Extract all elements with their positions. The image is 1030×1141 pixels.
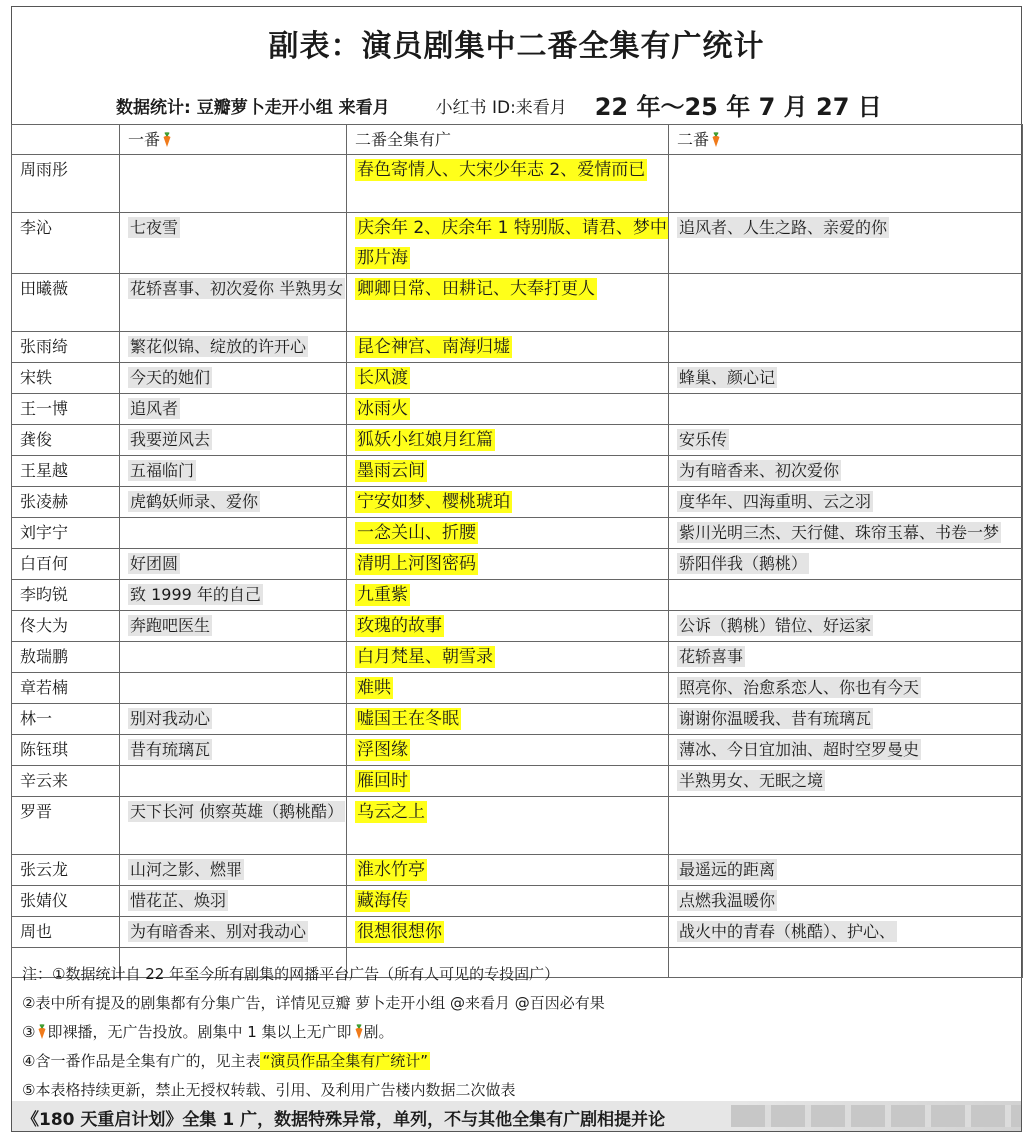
second-full-ad-cell-text: 淮水竹亭 (357, 860, 425, 880)
carrot-icon (37, 1024, 47, 1040)
table-row (12, 917, 1023, 948)
second-full-ad-cell-text: 春色寄情人、大宋少年志 2、爱情而已 (357, 160, 646, 180)
first-lead-cell-text: 山河之影、燃罪 (130, 860, 243, 879)
actor-name-cell (12, 549, 120, 580)
second-lead-cell (669, 855, 1023, 886)
actor-name-cell (12, 213, 120, 274)
table-row (12, 456, 1023, 487)
first-lead-cell (120, 642, 347, 673)
first-lead-cell-text: 别对我动心 (130, 709, 211, 728)
second-full-ad-cell (347, 642, 669, 673)
first-lead-cell-text: 致 1999 年的自己 (130, 585, 261, 604)
note-3: ③ 即裸播，无广告投放。剧集中 1 集以上无广即 剧。 (22, 1023, 394, 1041)
first-lead-cell-text: 追风者 (130, 399, 179, 418)
first-lead-cell (120, 394, 347, 425)
second-full-ad-cell-text: 一念关山、折腰 (357, 523, 476, 543)
actor-name-cell-text: 张云龙 (20, 860, 69, 879)
carrot-icon (354, 1024, 364, 1040)
second-full-ad-cell-text: 白月梵星、朝雪录 (357, 647, 493, 667)
table-row (12, 332, 1023, 363)
first-lead-cell-text: 花轿喜事、初次爱你 半熟男女 (130, 279, 344, 298)
second-lead-cell (669, 580, 1023, 611)
first-lead-cell (120, 425, 347, 456)
second-lead-cell-text: 花轿喜事 (679, 647, 744, 666)
actor-name-cell (12, 735, 120, 766)
table-row (12, 797, 1023, 855)
second-full-ad-cell-text: 卿卿日常、田耕记、大奉打更人 (357, 279, 595, 299)
table-row (12, 213, 1023, 274)
first-lead-cell (120, 797, 347, 855)
note-2: ②表中所有提及的剧集都有分集广告，详情见豆瓣 萝卜走开小组 @来看月 @百因必有果 (22, 994, 605, 1012)
second-lead-cell-text: 追风者、人生之路、亲爱的你 (679, 218, 888, 237)
second-lead-cell-text: 半熟男女、无眠之境 (679, 771, 824, 790)
second-lead-cell-text: 紫川光明三杰、天行健、珠帘玉幕、书卷一梦 (679, 523, 1000, 542)
table-header-row (12, 125, 1023, 155)
second-lead-cell-text: 安乐传 (679, 430, 728, 449)
table-row (12, 487, 1023, 518)
second-full-ad-cell (347, 704, 669, 735)
footer-bar (12, 1101, 1021, 1131)
second-full-ad-cell (347, 518, 669, 549)
second-lead-cell-text: 公诉（鹅桃）错位、好运家 (679, 616, 872, 635)
second-lead-cell (669, 735, 1023, 766)
actor-name-cell (12, 155, 120, 213)
actor-name-cell (12, 797, 120, 855)
second-lead-cell-text: 照亮你、治愈系恋人、你也有今天 (679, 678, 920, 697)
actor-name-cell-text: 敖瑞鹏 (20, 647, 69, 666)
table-row (12, 673, 1023, 704)
second-full-ad-cell-text: 昆仑神宫、南海归墟 (357, 337, 510, 357)
first-lead-cell-text: 五福临门 (130, 461, 195, 480)
second-full-ad-cell (347, 155, 669, 213)
carrot-icon (711, 132, 721, 148)
second-lead-cell (669, 642, 1023, 673)
data-source-text: 数据统计: 豆瓣萝卜走开小组 来看月 (116, 98, 390, 118)
first-lead-cell (120, 155, 347, 213)
first-lead-cell (120, 487, 347, 518)
second-lead-cell (669, 274, 1023, 332)
second-lead-cell (669, 766, 1023, 797)
table-row (12, 549, 1023, 580)
second-full-ad-cell-text: 玫瑰的故事 (357, 616, 442, 636)
second-lead-cell (669, 673, 1023, 704)
first-lead-cell (120, 580, 347, 611)
actor-name-cell (12, 611, 120, 642)
empty-cell (669, 948, 1023, 978)
table-row (12, 394, 1023, 425)
second-full-ad-cell-text: 九重紫 (357, 585, 408, 605)
second-full-ad-cell-text: 嘘国王在冬眠 (357, 709, 459, 729)
actor-name-cell (12, 363, 120, 394)
first-lead-cell (120, 332, 347, 363)
actor-name-cell (12, 518, 120, 549)
second-lead-cell (669, 213, 1023, 274)
second-full-ad-cell-text: 很想很想你 (357, 922, 442, 942)
first-lead-cell-text: 繁花似锦、绽放的许开心 (130, 337, 307, 356)
actor-name-cell (12, 855, 120, 886)
second-full-ad-cell (347, 611, 669, 642)
table-row (12, 425, 1023, 456)
first-lead-cell-text: 今天的她们 (130, 368, 211, 387)
second-full-ad-cell (347, 274, 669, 332)
second-lead-cell-text: 骄阳伴我（鹅桃） (679, 554, 808, 573)
actor-name-cell (12, 642, 120, 673)
actor-name-cell (12, 456, 120, 487)
second-full-ad-cell (347, 766, 669, 797)
second-full-ad-cell-text: 长风渡 (357, 368, 408, 388)
second-full-ad-cell-text: 难哄 (357, 678, 391, 698)
table-row (12, 886, 1023, 917)
first-lead-cell (120, 518, 347, 549)
second-full-ad-cell (347, 673, 669, 704)
first-lead-cell (120, 611, 347, 642)
second-full-ad-cell-text: 清明上河图密码 (357, 554, 476, 574)
footer-text: 《180 天重启计划》全集 1 广，数据特殊异常，单列，不与其他全集有广剧相提并论 (22, 1110, 666, 1130)
first-lead-cell (120, 855, 347, 886)
actor-name-cell-text: 王一博 (20, 399, 69, 418)
statistics-sheet (11, 6, 1022, 1132)
date-range-text: 22 年～25 年 7 月 27 日 (594, 93, 882, 121)
second-full-ad-cell (347, 797, 669, 855)
table-row (12, 611, 1023, 642)
first-lead-cell (120, 456, 347, 487)
subtitle-line (116, 85, 882, 120)
first-lead-cell-text: 天下长河 侦察英雄（鹅桃酷） (130, 802, 344, 821)
second-full-ad-cell (347, 487, 669, 518)
actor-name-cell (12, 487, 120, 518)
first-lead-cell-text: 七夜雪 (130, 218, 179, 237)
second-lead-cell (669, 394, 1023, 425)
actor-name-cell-text: 刘宇宁 (20, 523, 69, 542)
second-lead-cell (669, 886, 1023, 917)
actor-name-cell (12, 580, 120, 611)
table-row (12, 155, 1023, 213)
second-full-ad-cell-text: 墨雨云间 (357, 461, 425, 481)
note-1: 注：①数据统计自 22 年至今所有剧集的网播平台广告（所有人可见的专投固广） (22, 965, 560, 983)
actor-name-cell (12, 425, 120, 456)
second-lead-cell (669, 797, 1023, 855)
second-lead-cell (669, 487, 1023, 518)
actor-name-cell-text: 李沁 (20, 218, 53, 237)
actor-name-cell (12, 886, 120, 917)
second-full-ad-cell-text: 浮图缘 (357, 740, 408, 760)
first-lead-cell (120, 886, 347, 917)
second-lead-cell-text: 最遥远的距离 (679, 860, 776, 879)
second-full-ad-cell-text: 庆余年 2、庆余年 1 特别版、请君、梦中那片海 (357, 218, 667, 268)
table-row (12, 518, 1023, 549)
actor-name-cell (12, 673, 120, 704)
second-lead-cell (669, 425, 1023, 456)
actor-name-cell-text: 林一 (20, 709, 53, 728)
actor-name-cell (12, 766, 120, 797)
first-lead-cell-text: 惜花芷、焕羽 (130, 891, 227, 910)
header-cell-second: 二番 (669, 125, 1023, 155)
second-full-ad-cell (347, 363, 669, 394)
second-full-ad-cell (347, 917, 669, 948)
table-row (12, 855, 1023, 886)
actor-name-cell-text: 陈钰琪 (20, 740, 69, 759)
header-cell-name (12, 125, 120, 155)
second-full-ad-cell-text: 宁安如梦、樱桃琥珀 (357, 492, 510, 512)
first-lead-cell (120, 766, 347, 797)
table-row (12, 735, 1023, 766)
first-lead-cell (120, 363, 347, 394)
first-lead-cell (120, 704, 347, 735)
second-full-ad-cell-text: 冰雨火 (357, 399, 408, 419)
second-lead-cell (669, 518, 1023, 549)
first-lead-cell (120, 274, 347, 332)
second-full-ad-cell (347, 456, 669, 487)
actor-name-cell-text: 田曦薇 (20, 279, 69, 298)
table-row (12, 580, 1023, 611)
first-lead-cell (120, 549, 347, 580)
second-lead-cell (669, 549, 1023, 580)
first-lead-cell-text: 好团圆 (130, 554, 179, 573)
second-full-ad-cell (347, 735, 669, 766)
second-full-ad-cell-text: 藏海传 (357, 891, 408, 911)
second-full-ad-cell-text: 雁回时 (357, 771, 408, 791)
actor-name-cell-text: 王星越 (20, 461, 69, 480)
stats-table (11, 124, 1023, 978)
second-lead-cell (669, 456, 1023, 487)
second-lead-cell (669, 155, 1023, 213)
first-lead-cell (120, 213, 347, 274)
second-full-ad-cell (347, 394, 669, 425)
actor-name-cell-text: 章若楠 (20, 678, 69, 697)
note-5: ⑤本表格持续更新，禁止无授权转载、引用、及利用广告楼内数据二次做表 (22, 1081, 516, 1099)
second-full-ad-cell (347, 213, 669, 274)
second-lead-cell-text: 谢谢你温暖我、昔有琉璃瓦 (679, 709, 872, 728)
first-lead-cell-text: 我要逆风去 (130, 430, 211, 449)
second-lead-cell-text: 点燃我温暖你 (679, 891, 776, 910)
second-full-ad-cell (347, 580, 669, 611)
second-lead-cell-text: 蜂巢、颜心记 (679, 368, 776, 387)
second-full-ad-cell (347, 886, 669, 917)
actor-name-cell-text: 辛云来 (20, 771, 69, 790)
second-lead-cell (669, 363, 1023, 394)
actor-name-cell-text: 张凌赫 (20, 492, 69, 511)
table-row (12, 766, 1023, 797)
first-lead-cell-text: 奔跑吧医生 (130, 616, 211, 635)
actor-name-cell-text: 张雨绮 (20, 337, 69, 356)
actor-name-cell-text: 周也 (20, 922, 53, 941)
actor-name-cell-text: 佟大为 (20, 616, 69, 635)
first-lead-cell-text: 昔有琉璃瓦 (130, 740, 211, 759)
second-lead-cell-text: 度华年、四海重明、云之羽 (679, 492, 872, 511)
actor-name-cell (12, 917, 120, 948)
table-row (12, 363, 1023, 394)
table-row (12, 704, 1023, 735)
second-full-ad-cell (347, 425, 669, 456)
xiaohongshu-id-text: 小红书 ID:来看月 (435, 98, 567, 118)
actor-name-cell-text: 龚俊 (20, 430, 53, 449)
actor-name-cell (12, 274, 120, 332)
actor-name-cell-text: 罗晋 (20, 802, 53, 821)
second-full-ad-cell-text: 狐妖小红娘月红篇 (357, 430, 493, 450)
second-full-ad-cell (347, 549, 669, 580)
actor-name-cell (12, 394, 120, 425)
header-cell-second-full-ad: 二番全集有广 (347, 125, 669, 155)
second-full-ad-cell-text: 乌云之上 (357, 802, 425, 822)
first-lead-cell-text: 虎鹤妖师录、爱你 (130, 492, 259, 511)
second-full-ad-cell (347, 855, 669, 886)
page-title: 副表：演员剧集中二番全集有广统计 (268, 29, 765, 64)
second-lead-cell-text: 为有暗香来、初次爱你 (679, 461, 840, 480)
blurred-watermark (731, 1105, 1021, 1127)
note-4: ④含一番作品是全集有广的，见主表 “演员作品全集有广统计” (22, 1052, 428, 1070)
second-full-ad-cell (347, 332, 669, 363)
actor-name-cell-text: 周雨彤 (20, 160, 69, 179)
second-lead-cell-text: 薄冰、今日宜加油、超时空罗曼史 (679, 740, 920, 759)
actor-name-cell (12, 704, 120, 735)
second-lead-cell (669, 917, 1023, 948)
actor-name-cell-text: 张婧仪 (20, 891, 69, 910)
first-lead-cell (120, 735, 347, 766)
first-lead-cell (120, 917, 347, 948)
main-table-link-text: “演员作品全集有广统计” (262, 1052, 428, 1070)
first-lead-cell-text: 为有暗香来、别对我动心 (130, 922, 307, 941)
actor-name-cell-text: 李昀锐 (20, 585, 69, 604)
actor-name-cell-text: 宋轶 (20, 368, 53, 387)
second-lead-cell-text: 战火中的青春（桃酷）、护心、 (679, 922, 896, 941)
actor-name-cell-text: 白百何 (20, 554, 69, 573)
carrot-icon (162, 132, 172, 148)
header-cell-first: 一番 (120, 125, 347, 155)
first-lead-cell (120, 673, 347, 704)
second-lead-cell (669, 611, 1023, 642)
table-row (12, 274, 1023, 332)
actor-name-cell (12, 332, 120, 363)
second-lead-cell (669, 332, 1023, 363)
second-lead-cell (669, 704, 1023, 735)
table-row (12, 642, 1023, 673)
